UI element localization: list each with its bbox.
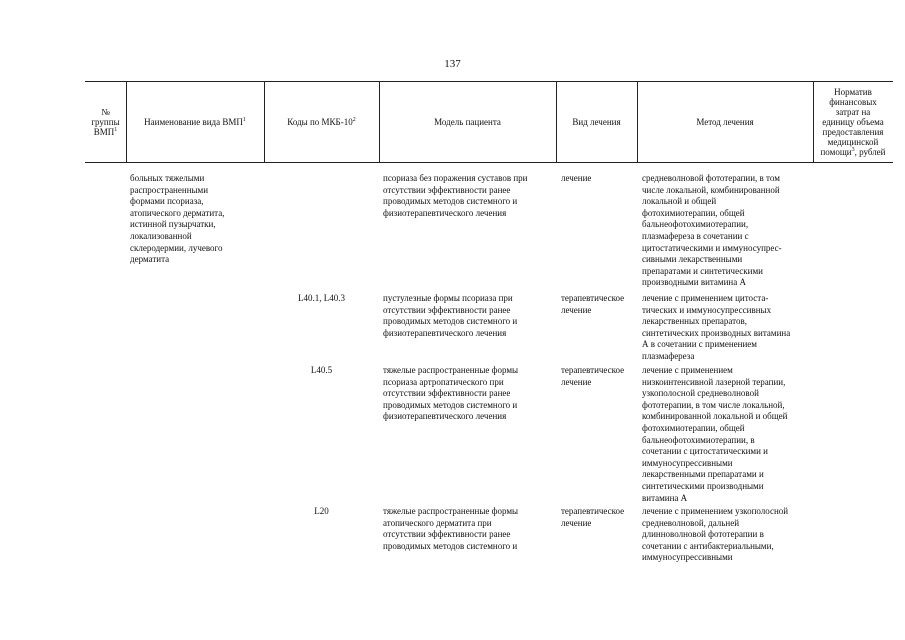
cell-treatment-method: лечение с применением низкоинтенсивной лазерной терапии, узкополосной средневолновой фототерапии, в том числе локальной, комбинированной локальной и общей фотохимиотерапии, общей бальнеофотохимиотерапии, в сочетании с цитостатическими и иммуносупрессивными лекарственными препаратами и синтетическими производными витамина А [642,365,788,503]
header-patient-model: Модель пациента [434,116,501,127]
cell-treatment-method: лечение с применением узкополосной средневолновой, дальней длинноволновой фототерапии в сочетании с антибактериальными, иммуносупрессивными [642,506,789,563]
cell-mkb-code: L40.1, L40.3 [298,293,345,303]
page-number: 137 [444,58,461,70]
header-group-number: № группы ВМП$^1$ [91,106,120,137]
header-financial-norm: Норматив финансовых затрат на единицу объема предоставления медицинской помощи$^3$, рублей [820,86,886,157]
header-vmp-name: Наименование вида ВМП$^1$ [144,116,246,127]
header-mkb-codes: Коды по МКБ-$10^2$ [287,116,356,127]
cell-treatment-type: лечение [561,173,592,183]
cell-treatment-type: терапевтическое лечение [561,365,625,387]
cell-treatment-method: средневолновой фототерапии, в том числе локальной, комбинированной локальной и общей фотохимиотерапии, общей бальнеофотохимиотерапии, плазмафереза в сочетании с цитостатическими и иммуносупрес- сивными лекарственными препаратами и синтетическими производными витамина А [642,173,782,288]
header-treatment-type: Вид лечения [572,116,621,127]
cell-treatment-type: терапевтическое лечение [561,293,625,315]
header-treatment-method: Метод лечения [696,116,754,127]
table-header-bottom-rule [85,162,893,163]
cell-patient-model: пустулезные формы псориаза при отсутствии эффективности ранее проводимых методов системного и физиотерапевтического лечения [383,293,518,338]
cell-treatment-method: лечение с применением цитоста- тических и иммуносупрессивных лекарственных препаратов, синтетических производных витамина А в сочетании с применением плазмафереза [642,293,791,361]
cell-treatment-type: терапевтическое лечение [561,506,625,528]
cell-mkb-code: L20 [314,506,329,516]
cell-patient-model: псориаза без поражения суставов при отсутствии эффективности ранее проводимых методов системного и физиотерапевтического лечения [383,173,528,218]
cell-patient-model: тяжелые распространенные формы псориаза артропатического при отсутствии эффективности ранее проводимых методов системного и физиотерапевтического лечения [383,365,519,422]
cell-mkb-code: L40.5 [310,365,333,375]
cell-vmp-name: больных тяжелыми распространенными формами псориаза, атопического дерматита, истинной пузырчатки, локализованной склеродермии, лучевого дерматита [130,173,225,265]
cell-patient-model: тяжелые распространенные формы атопического дерматита при отсутствии эффективности ранее проводимых методов системного и [383,506,519,551]
